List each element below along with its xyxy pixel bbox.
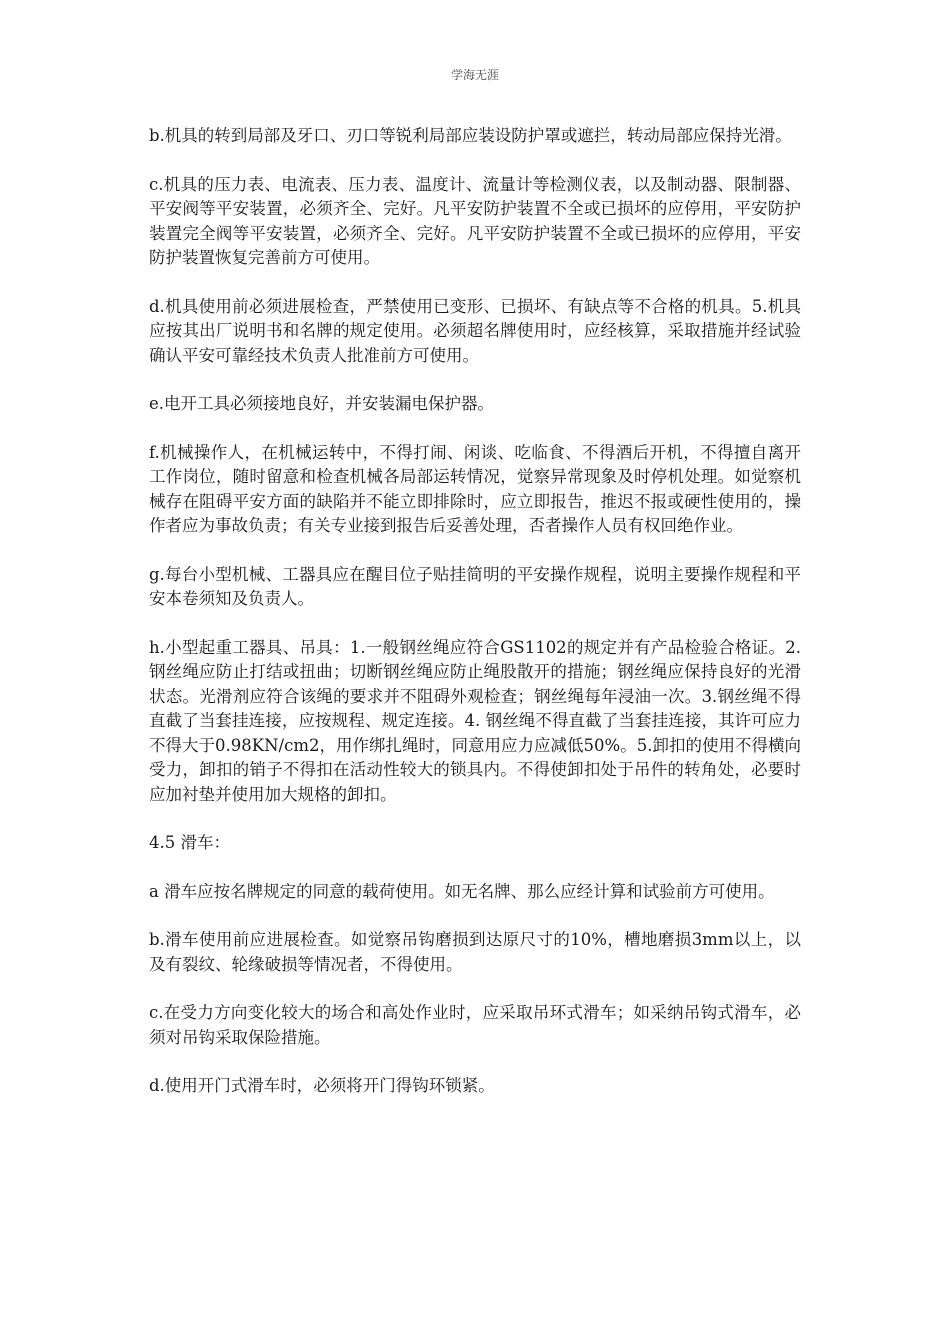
paragraph-g-posted-procedures: g.每台小型机械、工器具应在醒目位子贴挂简明的平安操作规程，说明主要操作规程和平安本卷须知及负责人。: [149, 564, 801, 608]
paragraph-h-lifting-tools: h.小型起重工器具、吊具：1.一般钢丝绳应符合GS1102的规定并有产品检验合格证。2.钢丝绳应防止打结或扭曲；切断钢丝绳应防止绳股散开的措施；钢丝绳应保持良好的光滑状态。光滑剂应符合该绳的要求并不阻碍外观检查；钢丝绳每年浸油一次。3.钢丝绳不得直截了当套挂连接，应按规程、规定连接。4. 钢丝绳不得直截了当套挂连接，其许可应力不得大于0.98KN/cm2，用作绑扎绳时，同意用应力应减低50%。5.卸扣的使用不得横向受力，卸扣的销子不得扣在活动性较大的锁具内。不得使卸扣处于吊件的转角处，必要时应加衬垫并使用加大规格的卸扣。: [149, 637, 801, 804]
paragraph-e-grounding: e.电开工具必须接地良好，并安装漏电保护器。: [149, 394, 495, 413]
paragraph-c-pulley-type: c.在受力方向变化较大的场合和高处作业时，应采取吊环式滑车；如采纳吊钩式滑车，必须对吊钩采取保险措施。: [149, 1003, 801, 1047]
paragraph-f-operator-rules: f.机械操作人，在机械运转中，不得打闹、闲谈、吃临食、不得酒后开机，不得擅自离开工作岗位，随时留意和检查机械各局部运转情况，觉察异常现象及时停机处理。如觉察机械存在阻碍平安方面的缺陷并不能立即排除时，应立即报告，推迟不报或硬性使用的，操作者应为事故负责；有关专业接到报告后妥善处理，否者操作人员有权回绝作业。: [149, 442, 801, 535]
page-header: 学海无涯: [450, 68, 499, 82]
paragraph-a-pulley-load: a 滑车应按名牌规定的同意的载荷使用。如无名牌、那么应经计算和试验前方可使用。: [149, 881, 775, 901]
section-heading-pulleys: 4.5 滑车：: [149, 833, 230, 852]
paragraph-d-inspection-before-use: d.机具使用前必须进展检查，严禁使用已变形、已损坏、有缺点等不合格的机具。5.机具应按其出厂说明书和名牌的规定使用。必须超名牌使用时，应经核算，采取措施并经试验确认平安可靠经技术负责人批准前方可使用。: [149, 296, 801, 365]
document-body: [149, 124, 801, 1123]
paragraph-c-instruments-safety-devices: c.机具的压力表、电流表、压力表、温度计、流量计等检测仪表，以及制动器、限制器、平安阀等平安装置，必须齐全、完好。凡平安防护装置不全或已损坏的应停用，平安防护装置完全阀等平安装置，必须齐全、完好。凡平安防护装置不全或已损坏的应停用，平安防护装置恢复完善前方可使用。: [149, 174, 801, 267]
paragraph-b-machine-guards: b.机具的转到局部及牙口、刃口等锐利局部应装设防护罩或遮拦，转动局部应保持光滑。: [149, 126, 792, 145]
paragraph-d-open-pulley-lock: d.使用开门式滑车时，必须将开门得钩环锁紧。: [149, 1076, 495, 1095]
paragraph-b-pulley-inspection: b.滑车使用前应进展检查。如觉察吊钩磨损到达原尺寸的10%，槽地磨损3mm以上，以及有裂纹、轮缘破损等情况者，不得使用。: [149, 930, 801, 974]
